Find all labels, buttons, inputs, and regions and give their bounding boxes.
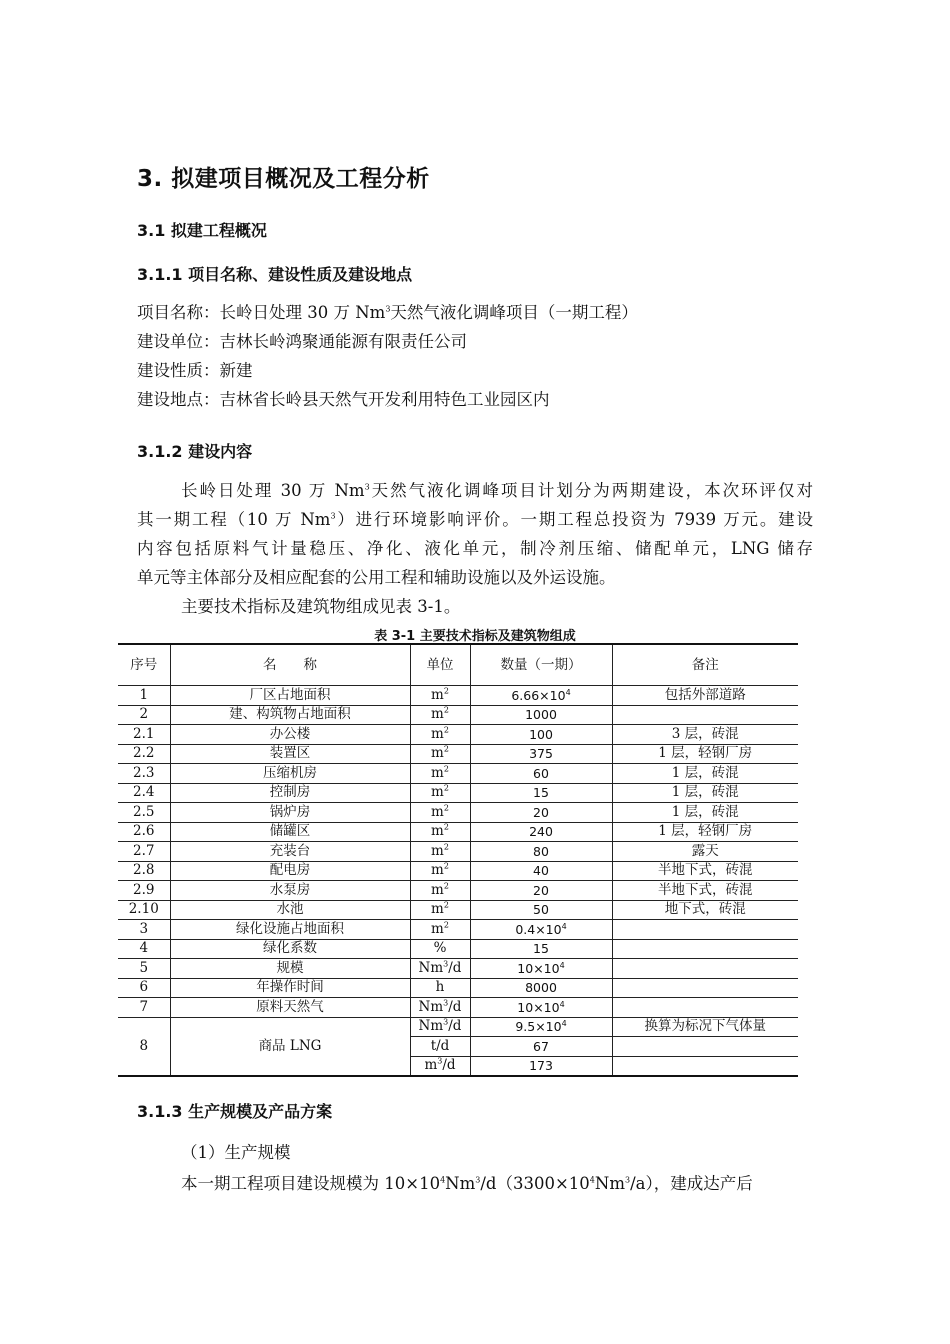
table-row bbox=[118, 822, 798, 842]
row-note-cell: 1 层，砖混 bbox=[612, 803, 798, 823]
row-name-cell: 原料天然气 bbox=[170, 998, 410, 1018]
row-number-cell: 2 bbox=[118, 705, 170, 725]
row-quantity-cell: 20 bbox=[470, 803, 612, 823]
row-unit-cell: $m^2$ bbox=[410, 920, 470, 940]
row-name-cell: 控制房 bbox=[170, 783, 410, 803]
row-quantity-cell: 40 bbox=[470, 861, 612, 881]
row-unit-cell: $m^2$ bbox=[410, 900, 470, 920]
table-reference-line: 主要技术指标及建筑物组成见表 3-1。 bbox=[181, 597, 461, 616]
header-cell: 备注 bbox=[612, 644, 798, 686]
row-quantity-cell: 50 bbox=[470, 900, 612, 920]
row-note-cell: 1 层，轻钢厂房 bbox=[612, 822, 798, 842]
row-unit-cell: % bbox=[410, 939, 470, 959]
row-quantity-cell: 15 bbox=[470, 939, 612, 959]
section-heading-3-1-1: 3.1.1 项目名称、建设性质及建设地点 bbox=[137, 265, 413, 284]
table-row bbox=[118, 783, 798, 803]
row-number-cell: 2.7 bbox=[118, 842, 170, 862]
location-line: 建设地点：吉林省长岭县天然气开发利用特色工业园区内 bbox=[137, 390, 550, 409]
section-heading-3-1-3: 3.1.3 生产规模及产品方案 bbox=[137, 1102, 333, 1121]
row-unit-cell: $m^2$ bbox=[410, 764, 470, 784]
table-row bbox=[118, 686, 798, 706]
row-quantity-cell: 375 bbox=[470, 744, 612, 764]
row-quantity-cell: $10\times 10^4$ bbox=[470, 998, 612, 1018]
row-number-cell: 2.3 bbox=[118, 764, 170, 784]
row-number-cell: 5 bbox=[118, 959, 170, 979]
row-number-cell: 7 bbox=[118, 998, 170, 1018]
row-note-cell: 包括外部道路 bbox=[612, 686, 798, 706]
row-note-cell: 换算为标况下气体量 bbox=[612, 1017, 798, 1037]
row-quantity-cell: $10\times 10^4$ bbox=[470, 959, 612, 979]
row-quantity-cell: 8000 bbox=[470, 978, 612, 998]
table-row bbox=[118, 803, 798, 823]
header-cell: 数量（一期） bbox=[470, 644, 612, 686]
section-heading-3-1: 3.1 拟建工程概况 bbox=[137, 221, 267, 240]
row-quantity-cell: 80 bbox=[470, 842, 612, 862]
row-quantity-cell: $0.4\times 10^4$ bbox=[470, 920, 612, 940]
row-unit-cell: $m^3/d$ bbox=[410, 1056, 470, 1076]
row-number-cell: 2.9 bbox=[118, 881, 170, 901]
row-name-cell: 规模 bbox=[170, 959, 410, 979]
row-note-cell: 1 层，砖混 bbox=[612, 783, 798, 803]
row-unit-cell: $m^2$ bbox=[410, 842, 470, 862]
table-row bbox=[118, 920, 798, 940]
row-name-cell: 建、构筑物占地面积 bbox=[170, 705, 410, 725]
row-quantity-cell: 173 bbox=[470, 1056, 612, 1076]
header-cell: 名 称 bbox=[170, 644, 410, 686]
row-note-cell bbox=[612, 939, 798, 959]
row-unit-cell: $m^2$ bbox=[410, 705, 470, 725]
row-number-cell: 2.8 bbox=[118, 861, 170, 881]
row-note-cell: 1 层，轻钢厂房 bbox=[612, 744, 798, 764]
table-row bbox=[118, 978, 798, 998]
table-row bbox=[118, 959, 798, 979]
row-unit-cell: $m^2$ bbox=[410, 744, 470, 764]
row-quantity-cell: 240 bbox=[470, 822, 612, 842]
table-row bbox=[118, 861, 798, 881]
row-note-cell bbox=[612, 959, 798, 979]
row-quantity-cell: 67 bbox=[470, 1037, 612, 1057]
row-quantity-cell: 15 bbox=[470, 783, 612, 803]
row-name-cell: 水泵房 bbox=[170, 881, 410, 901]
row-note-cell bbox=[612, 998, 798, 1018]
row-quantity-cell: 60 bbox=[470, 764, 612, 784]
row-note-cell bbox=[612, 978, 798, 998]
row-note-cell: 3 层，砖混 bbox=[612, 725, 798, 745]
row-number-cell: 2.2 bbox=[118, 744, 170, 764]
table-row bbox=[118, 998, 798, 1018]
table-row bbox=[118, 900, 798, 920]
row-number-cell: 2.1 bbox=[118, 725, 170, 745]
table-row bbox=[118, 725, 798, 745]
builder-line: 建设单位：吉林长岭鸿聚通能源有限责任公司 bbox=[137, 332, 467, 351]
row-quantity-cell: $9.5\times 10^4$ bbox=[470, 1017, 612, 1037]
table-row bbox=[118, 881, 798, 901]
row-name-cell: 充装台 bbox=[170, 842, 410, 862]
section-heading-3-1-2: 3.1.2 建设内容 bbox=[137, 442, 253, 461]
row-name-cell: 储罐区 bbox=[170, 822, 410, 842]
row-name-cell: 装置区 bbox=[170, 744, 410, 764]
header-cell: 序号 bbox=[118, 644, 170, 686]
row-name-cell: 绿化系数 bbox=[170, 939, 410, 959]
row-note-cell bbox=[612, 1037, 798, 1057]
row-number-cell: 2.4 bbox=[118, 783, 170, 803]
page-heading: 3. 拟建项目概况及工程分析 bbox=[137, 166, 430, 192]
row-quantity-cell: 1000 bbox=[470, 705, 612, 725]
production-scale-paragraph: 本一期工程项目建设规模为 $10\times 10^4Nm^3/d(3300\times 10^4Nm^3/a)$，建成达产后 bbox=[181, 1174, 753, 1193]
construction-content-paragraph: 长岭日处理 30 万 Nm$^3$天然气液化调峰项目计划分为两期建设，本次环评仅对 其一期工程（10 万 Nm$^3$）进行环境影响评价。一期工程总投资为 7939 万元。建设 内容包括原料气计量稳压、净化、液化单元，制冷剂压缩、储配单元，LNG 储存 单元等主体部分及相应配套的公用工程和辅助设施以及外运设施。 主要技术指标及建筑物组成见表 3-1。 bbox=[137, 476, 813, 621]
row-name-cell: 锅炉房 bbox=[170, 803, 410, 823]
row-unit-cell: Nm$^3$/d bbox=[410, 1017, 470, 1037]
row-name-cell: 绿化设施占地面积 bbox=[170, 920, 410, 940]
row-quantity-cell: $6.66\times 10^4$ bbox=[470, 686, 612, 706]
row-unit-cell: h bbox=[410, 978, 470, 998]
row-number-cell: 8 bbox=[118, 1017, 170, 1076]
row-note-cell: 1 层，砖混 bbox=[612, 764, 798, 784]
table-row bbox=[118, 939, 798, 959]
row-name-cell: 压缩机房 bbox=[170, 764, 410, 784]
project-name-line: 项目名称：长岭日处理 30 万 Nm$^3$天然气液化调峰项目（一期工程） bbox=[137, 303, 638, 322]
list-item-production-scale: （1）生产规模 bbox=[181, 1143, 291, 1162]
row-unit-cell: $m^2$ bbox=[410, 803, 470, 823]
row-note-cell: 半地下式，砖混 bbox=[612, 881, 798, 901]
row-unit-cell: $m^2$ bbox=[410, 686, 470, 706]
row-note-cell: 半地下式，砖混 bbox=[612, 861, 798, 881]
row-quantity-cell: 20 bbox=[470, 881, 612, 901]
row-unit-cell: Nm$^3$/d bbox=[410, 998, 470, 1018]
row-unit-cell: $m^2$ bbox=[410, 725, 470, 745]
row-unit-cell: Nm$^3$/d bbox=[410, 959, 470, 979]
nature-line: 建设性质：新建 bbox=[137, 361, 253, 380]
row-note-cell bbox=[612, 705, 798, 725]
row-note-cell: 地下式，砖混 bbox=[612, 900, 798, 920]
row-number-cell: 2.10 bbox=[118, 900, 170, 920]
row-number-cell: 6 bbox=[118, 978, 170, 998]
table-row bbox=[118, 744, 798, 764]
table-row bbox=[118, 705, 798, 725]
row-name-cell: 水池 bbox=[170, 900, 410, 920]
row-number-cell: 4 bbox=[118, 939, 170, 959]
table-caption: 表 3-1 主要技术指标及建筑物组成 bbox=[374, 629, 576, 644]
row-name-cell: 办公楼 bbox=[170, 725, 410, 745]
row-note-cell bbox=[612, 1056, 798, 1076]
spec-table bbox=[118, 643, 798, 1077]
table-row bbox=[118, 1017, 798, 1037]
row-unit-cell: $m^2$ bbox=[410, 861, 470, 881]
row-name-cell: 年操作时间 bbox=[170, 978, 410, 998]
row-name-cell: 商品 LNG bbox=[170, 1017, 410, 1076]
row-note-cell bbox=[612, 920, 798, 940]
row-note-cell: 露天 bbox=[612, 842, 798, 862]
row-number-cell: 2.6 bbox=[118, 822, 170, 842]
row-name-cell: 配电房 bbox=[170, 861, 410, 881]
row-unit-cell: $m^2$ bbox=[410, 783, 470, 803]
row-number-cell: 3 bbox=[118, 920, 170, 940]
row-name-cell: 厂区占地面积 bbox=[170, 686, 410, 706]
row-unit-cell: $m^2$ bbox=[410, 822, 470, 842]
header-cell: 单位 bbox=[410, 644, 470, 686]
row-unit-cell: t/d bbox=[410, 1037, 470, 1057]
row-number-cell: 2.5 bbox=[118, 803, 170, 823]
row-quantity-cell: 100 bbox=[470, 725, 612, 745]
table-row bbox=[118, 842, 798, 862]
table-row bbox=[118, 764, 798, 784]
table-header-row bbox=[118, 644, 798, 686]
row-number-cell: 1 bbox=[118, 686, 170, 706]
row-unit-cell: $m^2$ bbox=[410, 881, 470, 901]
